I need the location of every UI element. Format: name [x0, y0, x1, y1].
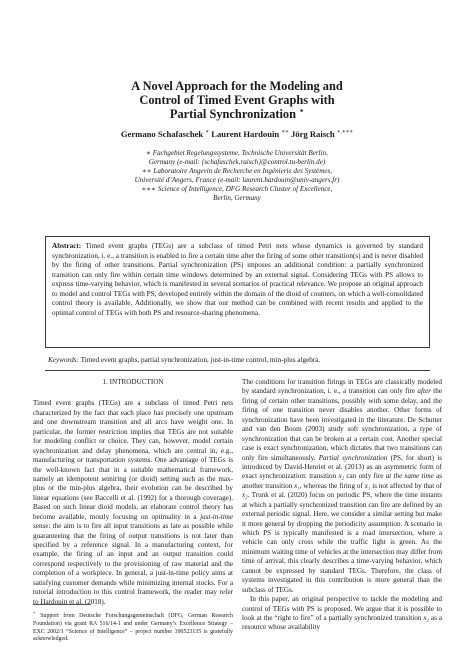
affiliation-line-1: ∗ Fachgebiet Regelungssysteme, Technische Universität Berlin,: [146, 149, 328, 157]
intro-italic: just-in-time: [200, 512, 233, 521]
rp1-g: is not affected by that of: [370, 481, 442, 490]
footnote-marker: ⋆: [33, 610, 36, 615]
author-3-mark: ∗,∗∗∗: [336, 129, 354, 136]
title-footnote-marker: ⋆: [299, 106, 305, 116]
author-2-mark: ∗∗: [281, 129, 289, 136]
affiliation-line-4: Université d’Angers, France (e-mail: laurent.hardouin@univ-angers.fr): [134, 176, 340, 185]
rp2-a: In this paper, an original perspective to tackle the modeling and control of TEGs with PS is proposed. We argue that it is possible to look at the “right to fire” of a partially synchronized transition: [242, 595, 442, 622]
abstract-box: [45, 236, 430, 348]
rp1-e: as another transition: [242, 472, 443, 490]
rp1-a: The conditions for transition firings in TEGs are classically modeled by standard synchronization, i. e., a transition can only fire: [242, 378, 442, 396]
title-line-2: Control of Timed Event Graphs with: [139, 93, 335, 108]
rp2-italic-x2: x₂: [423, 613, 429, 622]
intro-paragraph: [33, 399, 233, 607]
footnote: [33, 609, 233, 644]
right-column: [242, 378, 442, 633]
keywords-label: Keywords:: [48, 356, 79, 364]
right-paragraph-1: [242, 378, 442, 595]
paper-title: [80, 79, 394, 122]
affiliation-line-6: Berlin, Germany: [213, 194, 261, 203]
title-line-3: Partial Synchronization: [169, 107, 296, 122]
rp1-italic-x2: x₂: [338, 472, 345, 481]
title-line-3-wrap: [80, 107, 394, 121]
rp1-italic-same-time: at the same time: [385, 472, 434, 481]
rp1-h: . Trunk et al. (2020) focus on periodic PS, where the time instants at which a partially synchronized transition can fire are defined by an external periodic signal. Here, we consider a similar setting but make it more general by dropping the periodicity assumption. A scenario in which PS is typically manifested is a road intersection, where a vehicle can only cross while the traffic light is green. As the minimum waiting time of vehicles at the intersection may differ from time of arrival, this clearly describes a time-varying behavior, which cannot be expressed by standard TEGs. Therefore, the class of systems investigated in this contribution is more general than the subclass of TEGs.: [242, 491, 442, 594]
rp1-italic-ps: Partial synchronization: [318, 453, 388, 462]
intro-text-1: Timed event graphs (TEGs) are a subclass of timed Petri nets characterized by the fact that each place has precisely one upstream and one downstream transition and all arcs have weight one. In particular, the former restriction implies that TEGs are not suitable for modeling conflict or choice. They can, however, model certain synchronization and delay phenomena, which are central in, e.g., manufacturing or transportation systems. One advantage of TEGs is the well-known fact that in a suitable mathematical framework, namely an idempotent semiring (or dioid) setting such as the max-plus or the min-plus algebra, their evolution can be described by linear equations (see Baccelli et al. (1992) for a thorough coverage). Based on such linear dioid models, an elaborate control theory has become available, mostly focusing on optimality in a: [33, 399, 233, 521]
rp2-b: as a resource whose availability: [242, 613, 442, 632]
rp1-d: can only fire: [344, 472, 386, 481]
rp1-b: the firing of certain other transitions, possibly with some delay, and the firing of one transition never disables another. Other forms of synchronization have been investigated in the literature. De Schutter and van den Boom (2003) study soft synchronization, a type of synchronization that can be broken at a certain cost. Another special case is exact synchronization, which dictates that two transitions can only fire simultaneously.: [242, 387, 442, 462]
affiliation-line-5: ∗∗∗ Science of Intelligence, DFG Research Cluster of Excellence,: [141, 185, 333, 194]
footnote-rule: [33, 604, 91, 605]
keywords: [48, 356, 428, 365]
rp1-italic-x1: x₁: [294, 481, 300, 490]
section-divider: [45, 370, 430, 371]
author-list: [60, 129, 414, 139]
left-column: [33, 378, 233, 607]
abstract-label: Abstract:: [52, 242, 82, 250]
author-3: Jörg Raisch: [290, 129, 335, 139]
abstract-text: Timed event graphs (TEGs) are a subclass of timed Petri nets whose dynamics is governed by standard synchronization, i. e., a transition is enabled to fire a certain time after the firing of some other transition(s) and is never disabled by the firing of other transitions. Partial synchronization (PS) imposes an additional condition: a partially synchronized transition can only fire within certain time windows determined by an external signal. Considering TEGs with PS allows to express time-varying behavior, which is manifested in several scenarios of practical relevance. We propose an original approach to model and control TEGs with PS, developed entirely within the domain of the dioid of counters, on which a well-consolidated control theory is available. Additionally, we show that our method can be combined with recent results and applied to the optimal control of TEGs with both PS and resource-sharing phenomena.: [52, 242, 423, 317]
rp1-c: (PS, for short) is introduced by David-Henriet et al. (2013) as an asymmetric form of exact synchronization: transition: [242, 453, 442, 481]
section-heading: 1. INTRODUCTION: [102, 378, 164, 386]
right-paragraph-2: [242, 595, 442, 633]
rp1-italic-x1b: x₁: [364, 481, 371, 490]
rp1-f: , whereas the firing of: [299, 481, 365, 490]
keywords-text: Timed event graphs, partial synchronization, just-in-time control, min-plus algebra.: [80, 356, 321, 364]
affiliation-line-3: ∗∗ Laboratoire Angevin de Recherche en Ingénierie des Systèmes,: [141, 167, 333, 176]
title-line-1: A Novel Approach for the Modeling and: [131, 79, 343, 93]
author-1: Germano Schafaschek: [120, 129, 204, 139]
intro-text-2: sense: the aim is to fire all input transitions as late as possible while guaranteeing that the firing of output transitions is not later than specified by a reference signal. In a manufacturing context, for example, the firing of an input and an output transition could correspond respectively to the provisioning of raw material and the completion of a workpiece. In general, a just-in-time policy aims at satisfying customer demands while minimizing internal stocks. For a tutorial introduction to this control framework, the reader may refer to Hardouin et al. (2018).: [33, 522, 233, 606]
affiliations: [80, 149, 394, 204]
author-1-mark: ∗: [205, 129, 210, 136]
footnote-text: Support from Deutsche Forschungsgemeinschaft (DFG, German Research Foundation) via grant RA 516/14-1 and under Germany’s Excellence Strategy – EXC 2002/1 “Science of Intelligence” – project number 390523135 is gratefully acknowledged.: [33, 612, 233, 643]
author-2: Laurent Hardouin: [211, 129, 280, 139]
rp1-italic-x2b: x₂: [242, 491, 248, 500]
affiliation-line-2: Germany (e-mail: {schafaschek,raisch}@control.tu-berlin.de): [148, 158, 326, 167]
rp1-italic-after: after: [417, 387, 431, 396]
